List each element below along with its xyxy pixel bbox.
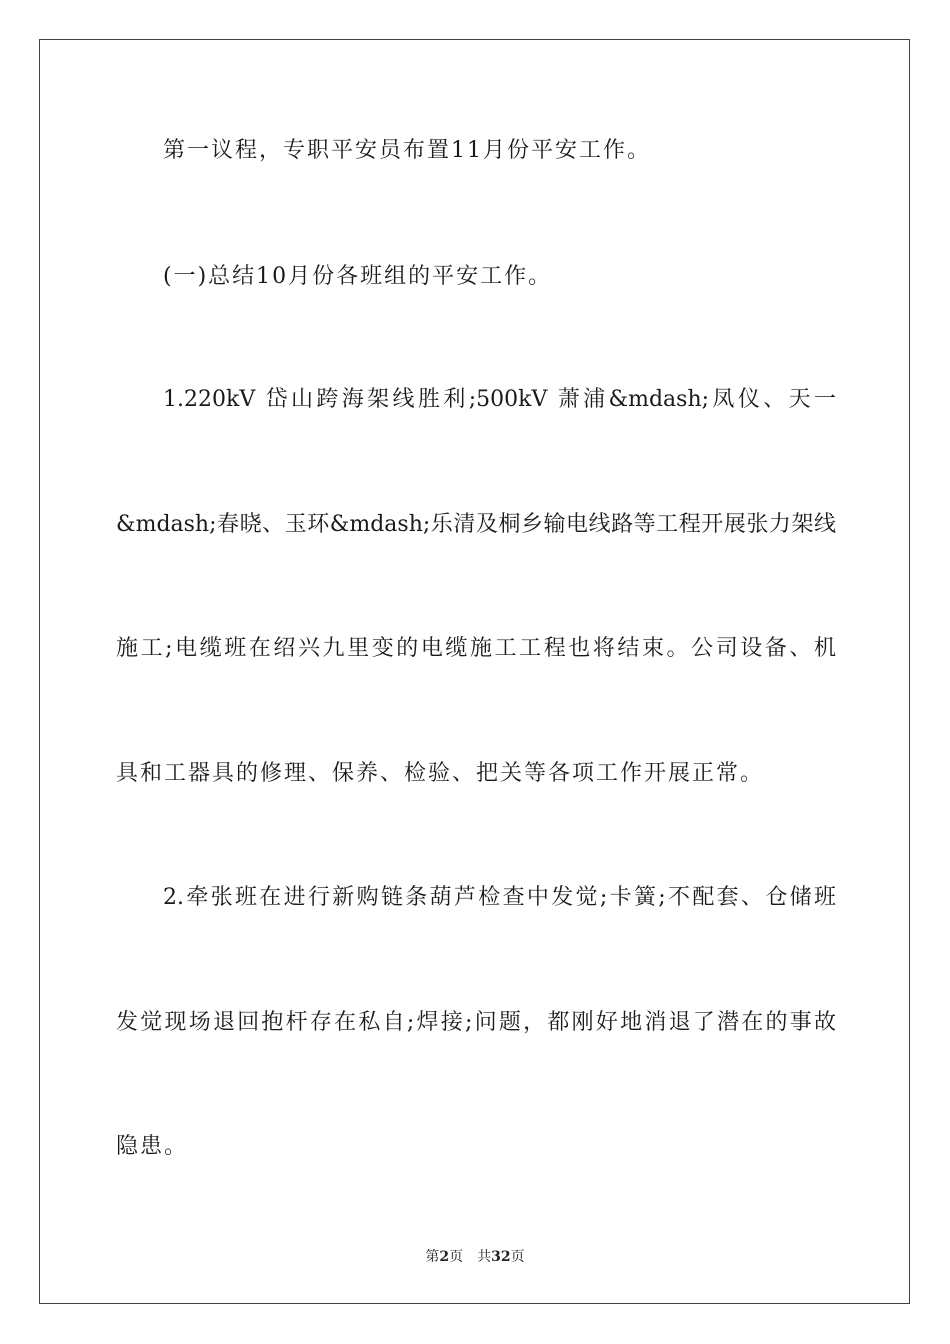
paragraph-agenda-line: 第一议程，专职平安员布置11月份平安工作。 bbox=[163, 138, 651, 163]
paragraph-item2-line3: 隐患。 bbox=[116, 1134, 189, 1159]
page-number: 2 bbox=[439, 1249, 450, 1265]
paragraph-summary-heading: (一)总结10月份各班组的平安工作。 bbox=[163, 264, 553, 289]
paragraph-item2-line2: 发觉现场退回抱杆存在私自;焊接;问题，都刚好地消退了潜在的事故 bbox=[116, 1010, 836, 1035]
total-pages: 32 bbox=[491, 1249, 511, 1265]
paragraph-item1-line4: 具和工器具的修理、保养、检验、把关等各项工作开展正常。 bbox=[116, 761, 765, 786]
paragraph-item1-line2: &mdash;春晓、玉环&mdash;乐清及桐乡输电线路等工程开展张力架线 bbox=[116, 512, 836, 537]
paragraph-item1-line1: 1.220kV 岱山跨海架线胜利;500kV 萧浦&mdash;凤仪、天一 bbox=[163, 387, 836, 412]
paragraph-item1-line3: 施工;电缆班在绍兴九里变的电缆施工工程也将结束。公司设备、机 bbox=[116, 636, 836, 661]
page-footer bbox=[0, 1248, 950, 1266]
paragraph-item2-line1: 2.牵张班在进行新购链条葫芦检查中发觉;卡簧;不配套、仓储班 bbox=[163, 885, 836, 910]
total-label-prefix: 共 bbox=[477, 1249, 492, 1265]
page-label-prefix: 第 bbox=[425, 1249, 440, 1265]
total-label-suffix: 页 bbox=[510, 1249, 525, 1265]
page-label-suffix: 页 bbox=[449, 1249, 464, 1265]
page-border bbox=[39, 39, 910, 1304]
